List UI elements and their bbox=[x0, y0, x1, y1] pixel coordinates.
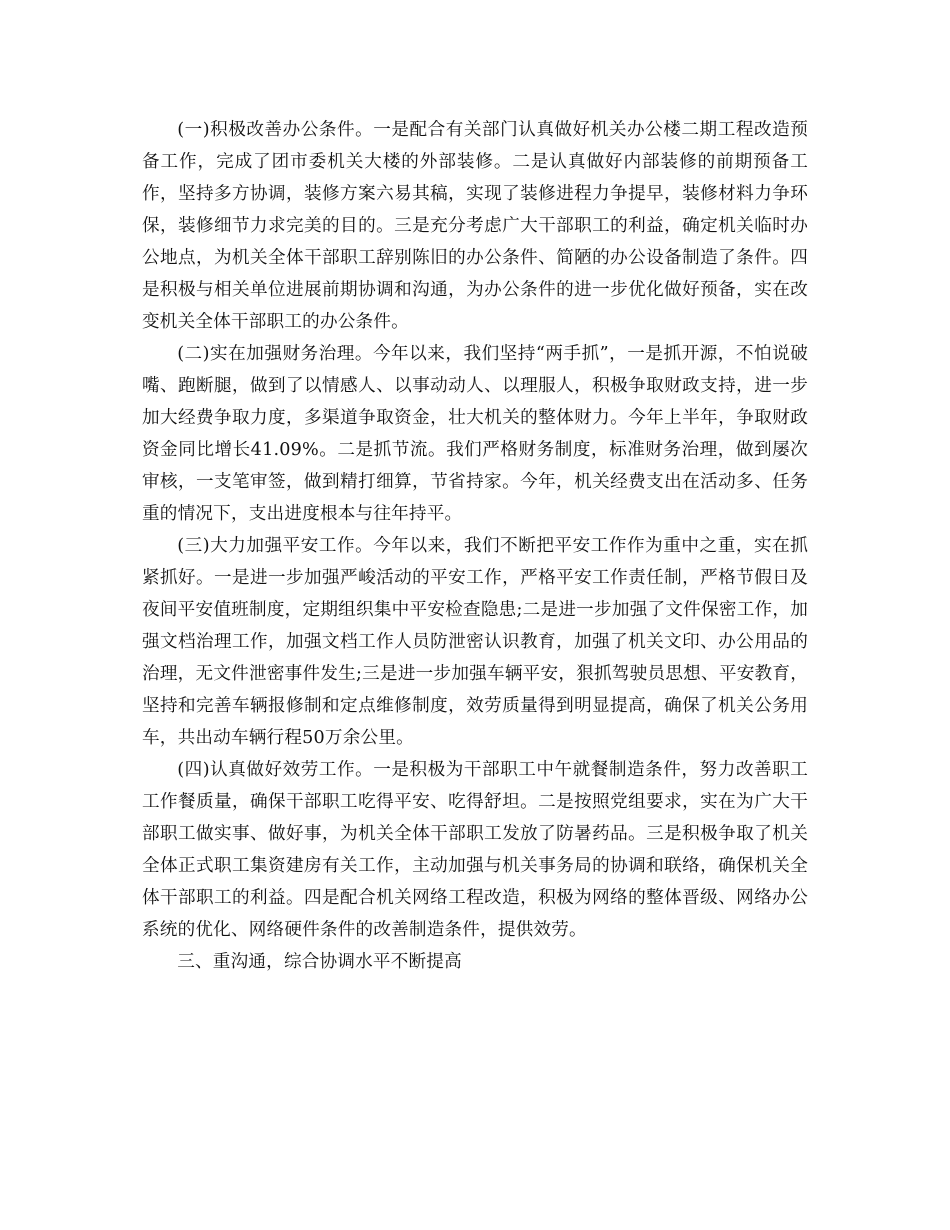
section-heading-communication: 三、重沟通，综合协调水平不断提高 bbox=[177, 952, 462, 972]
paragraph-office-conditions: (一)积极改善办公条件。一是配合有关部门认真做好机关办公楼二期工程改造预备工作，完成了团市委机关大楼的外部装修。二是认真做好内部装修的前期预备工作，坚持多方协调，装修方案六易其稿，实现了装修进程力争提早，装修材料力争环保，装修细节力求完美的目的。三是充分考虑广大干部职工的利益，确定机关临时办公地点，为机关全体干部职工辞别陈旧的办公条件、简陋的办公设备制造了条件。四是积极与相关单位进展前期协调和沟通，为办公条件的进一步优化做好预备，实在改变机关全体干部职工的办公条件。 bbox=[142, 120, 808, 332]
document-body bbox=[142, 114, 808, 978]
paragraph-service-work: (四)认真做好效劳工作。一是积极为干部职工中午就餐制造条件，努力改善职工工作餐质量，确保干部职工吃得平安、吃得舒坦。二是按照党组要求，实在为广大干部职工做实事、做好事，为机关全体干部职工发放了防暑药品。三是积极争取了机关全体正式职工集资建房有关工作，主动加强与机关事务局的协调和联络，确保机关全体干部职工的利益。四是配合机关网络工程改造，积极为网络的整体晋级、网络办公系统的优化、网络硬件条件的改善制造条件，提供效劳。 bbox=[142, 760, 808, 940]
paragraph-financial-management: (二)实在加强财务治理。今年以来，我们坚持“两手抓”，一是抓开源，不怕说破嘴、跑断腿，做到了以情感人、以事动动人、以理服人，积极争取财政支持，进一步加大经费争取力度，多渠道争取资金，壮大机关的整体财力。今年上半年，争取财政资金同比增长41.09%。二是抓节流。我们严格财务制度，标准财务治理，做到屡次审核，一支笔审签，做到精打细算，节省持家。今年，机关经费支出在活动多、任务重的情况下，支出进度根本与往年持平。 bbox=[142, 344, 808, 524]
paragraph-safety-work: (三)大力加强平安工作。今年以来，我们不断把平安工作作为重中之重，实在抓紧抓好。一是进一步加强严峻活动的平安工作，严格平安工作责任制，严格节假日及夜间平安值班制度，定期组织集中平安检查隐患;二是进一步加强了文件保密工作，加强文档治理工作，加强文档工作人员防泄密认识教育，加强了机关文印、办公用品的治理，无文件泄密事件发生;三是进一步加强车辆平安，狠抓驾驶员思想、平安教育，坚持和完善车辆报修制和定点维修制度，效劳质量得到明显提高，确保了机关公务用车，共出动车辆行程50万余公里。 bbox=[142, 536, 808, 748]
